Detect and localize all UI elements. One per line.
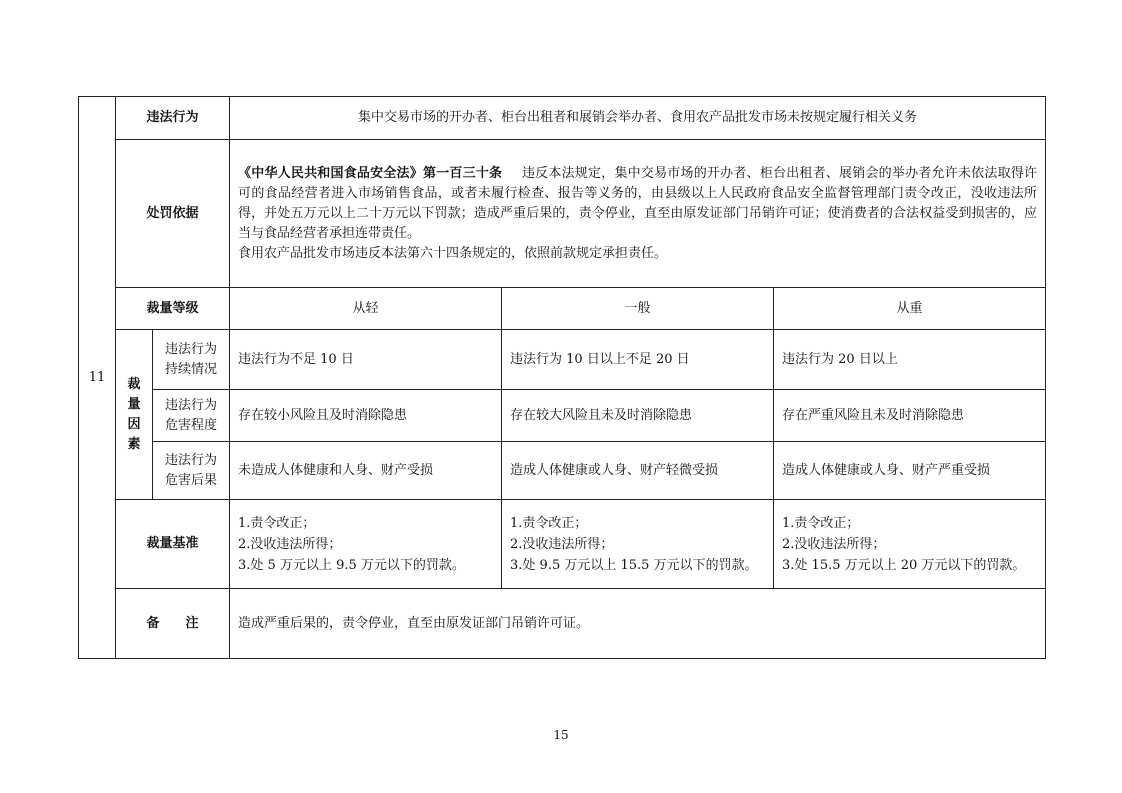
grade-row [79, 288, 1046, 330]
penalty-basis-text [230, 140, 1046, 288]
penalty-basis-label: 处罚依据 [116, 140, 230, 288]
grade-heavy: 从重 [774, 288, 1046, 330]
factor-value: 存在较小风险且及时消除隐患 [230, 390, 502, 442]
grade-light: 从轻 [230, 288, 502, 330]
factor-name: 违法行为 危害程度 [153, 390, 230, 442]
factor-value: 违法行为不足 10 日 [230, 330, 502, 390]
factor-value: 造成人体健康或人身、财产严重受损 [774, 442, 1046, 500]
law-title: 《中华人民共和国食品安全法》第一百三十条 [238, 165, 503, 181]
page-number: 15 [553, 728, 569, 742]
penalty-basis-paragraph-2: 食用农产品批发市场违反本法第六十四条规定的，依照前款规定承担责任。 [238, 245, 668, 261]
penalty-basis-row [79, 140, 1046, 288]
factors-label: 裁 量 因 素 [116, 330, 153, 500]
case-number: 11 [79, 97, 116, 659]
factor-value: 造成人体健康或人身、财产轻微受损 [502, 442, 774, 500]
factor-row [79, 390, 1046, 442]
factor-name: 违法行为 危害后果 [153, 442, 230, 500]
violation-text: 集中交易市场的开办者、柜台出租者和展销会举办者、食用农产品批发市场未按规定履行相关义务 [230, 97, 1046, 140]
remarks-row [79, 589, 1046, 659]
discretion-table [78, 96, 1046, 659]
penalty-basis-paragraph-1 [238, 164, 1037, 244]
standard-light: 1.责令改正； 2.没收违法所得； 3.处 5 万元以上 9.5 万元以下的罚款。 [230, 500, 502, 589]
factor-value: 未造成人体健康和人身、财产受损 [230, 442, 502, 500]
grade-label: 裁量等级 [116, 288, 230, 330]
standard-normal: 1.责令改正； 2.没收违法所得； 3.处 9.5 万元以上 15.5 万元以下的罚款。 [502, 500, 774, 589]
factor-name: 违法行为 持续情况 [153, 330, 230, 390]
law-body: 违反本法规定，集中交易市场的开办者、柜台出租者、展销会的举办者允许未依法取得许可的食品经营者进入市场销售食品，或者未履行检查、报告等义务的，由县级以上人民政府食品安全监督管理部门责令改正，没收违法所得，并处五万元以上二十万元以下罚款；造成严重后果的，责令停业，直至由原发证部门吊销许可证；使消费者的合法权益受到损害的，应当与食品经营者承担连带责任。 [238, 165, 1038, 241]
remarks-text: 造成严重后果的，责令停业，直至由原发证部门吊销许可证。 [230, 589, 1046, 659]
grade-normal: 一般 [502, 288, 774, 330]
remarks-label: 备 注 [116, 589, 230, 659]
standard-row [79, 500, 1046, 589]
factor-value: 存在较大风险且未及时消除隐患 [502, 390, 774, 442]
factor-row [79, 330, 1046, 390]
standard-label: 裁量基准 [116, 500, 230, 589]
standard-heavy: 1.责令改正； 2.没收违法所得； 3.处 15.5 万元以上 20 万元以下的罚款。 [774, 500, 1046, 589]
factor-value: 违法行为 20 日以上 [774, 330, 1046, 390]
factor-row [79, 442, 1046, 500]
factor-value: 存在严重风险且未及时消除隐患 [774, 390, 1046, 442]
factor-value: 违法行为 10 日以上不足 20 日 [502, 330, 774, 390]
violation-row [79, 97, 1046, 140]
violation-label: 违法行为 [116, 97, 230, 140]
